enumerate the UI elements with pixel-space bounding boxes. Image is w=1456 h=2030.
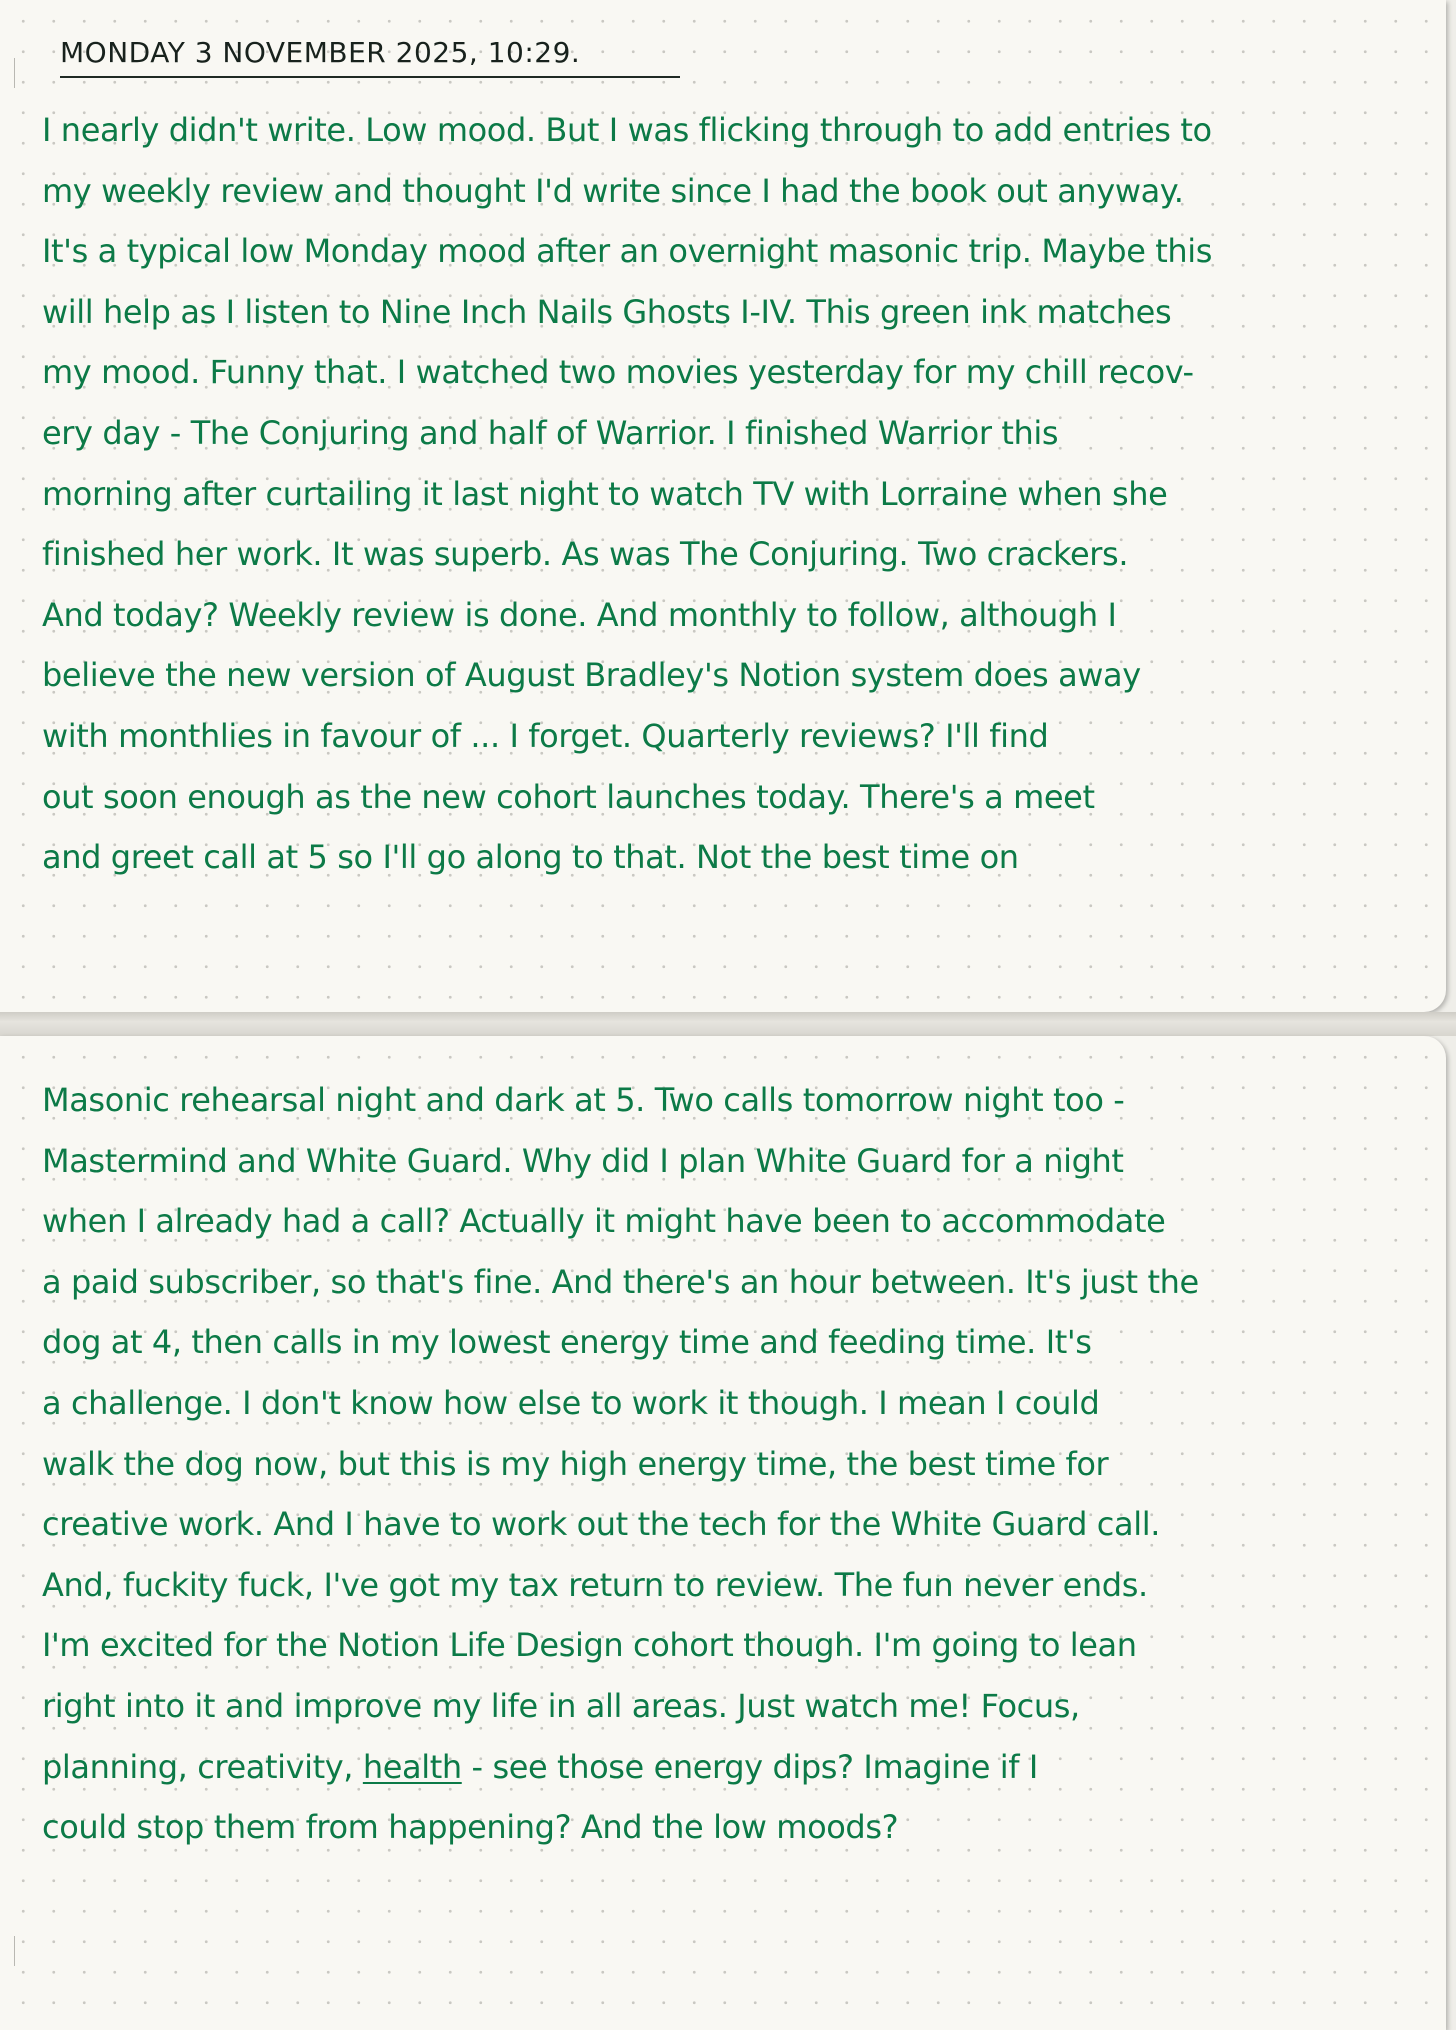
handwritten-line: And, fuckity fuck, I've got my tax return to review. The fun never ends. — [42, 1565, 1148, 1604]
handwritten-line: when I already had a call? Actually it might have been to accommodate — [42, 1202, 1166, 1241]
bottom-page-text — [42, 1070, 1426, 1858]
entry-date-heading: MONDAY 3 NOVEMBER 2025, 10:29. — [60, 30, 680, 78]
handwritten-line: dog at 4, then calls in my lowest energy time and feeding time. It's — [42, 1323, 1092, 1362]
handwritten-line: my mood. Funny that. I watched two movies yesterday for my chill recov- — [42, 353, 1194, 392]
handwritten-line: walk the dog now, but this is my high energy time, the best time for — [42, 1444, 1109, 1483]
handwritten-line: believe the new version of August Bradley's Notion system does away — [42, 656, 1141, 695]
handwritten-line: I'm excited for the Notion Life Design cohort though. I'm going to lean — [42, 1626, 1137, 1665]
handwritten-line: Mastermind and White Guard. Why did I plan White Guard for a night — [42, 1141, 1124, 1180]
notebook-spine-gutter — [0, 1012, 1456, 1036]
page-margin-mark — [14, 1936, 25, 1966]
handwritten-line: a challenge. I don't know how else to work it though. I mean I could — [42, 1383, 1100, 1422]
handwritten-line: ery day - The Conjuring and half of Warrior. I finished Warrior this — [42, 413, 1059, 452]
handwritten-line: could stop them from happening? And the low moods? — [42, 1808, 899, 1847]
handwritten-line: Masonic rehearsal night and dark at 5. Two calls tomorrow night too - — [42, 1081, 1125, 1119]
handwritten-line: will help as I listen to Nine Inch Nails Ghosts I-IV. This green ink matches — [42, 292, 1172, 331]
handwritten-line: right into it and improve my life in all areas. Just watch me! Focus, — [42, 1686, 1080, 1725]
handwritten-line: morning after curtailing it last night to watch TV with Lorraine when she — [42, 474, 1168, 513]
line-text: - see those energy dips? Imagine if I — [461, 1747, 1038, 1786]
handwritten-line: and greet call at 5 so I'll go along to that. Not the best time on — [42, 838, 1019, 877]
journal-page-top — [0, 0, 1446, 1012]
handwritten-line — [42, 1737, 1426, 1798]
line-text: planning, creativity, — [42, 1747, 363, 1786]
handwritten-line: creative work. And I have to work out the tech for the White Guard call. — [42, 1505, 1160, 1544]
underlined-word: health — [362, 1747, 462, 1786]
handwritten-line: with monthlies in favour of ... I forget. Quarterly reviews? I'll find — [42, 716, 1049, 755]
handwritten-line: And today? Weekly review is done. And monthly to follow, although I — [42, 595, 1117, 634]
handwritten-line: a paid subscriber, so that's fine. And there's an hour between. It's just the — [42, 1262, 1199, 1301]
handwritten-line: my weekly review and thought I'd write since I had the book out anyway. — [42, 171, 1184, 210]
handwritten-line: It's a typical low Monday mood after an overnight masonic trip. Maybe this — [42, 232, 1213, 271]
handwritten-line: I nearly didn't write. Low mood. But I was flicking through to add entries to — [42, 111, 1212, 149]
handwritten-line: finished her work. It was superb. As was The Conjuring. Two crackers. — [42, 535, 1129, 574]
top-page-text — [42, 100, 1416, 888]
handwritten-line: out soon enough as the new cohort launches today. There's a meet — [42, 777, 1095, 816]
page-margin-mark — [14, 58, 25, 88]
